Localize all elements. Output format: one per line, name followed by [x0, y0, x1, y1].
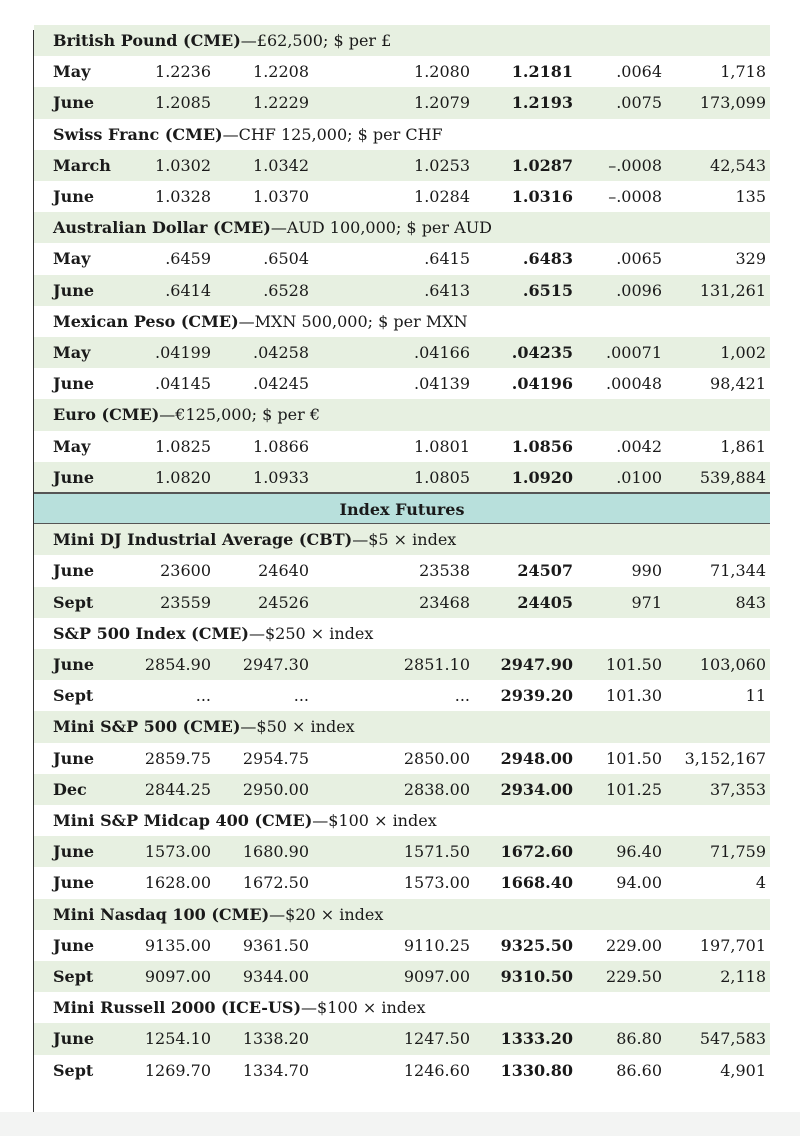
- high-price: 1672.50: [242, 873, 309, 893]
- contract-spec: —MXN 500,000; $ per MXN: [238, 311, 468, 331]
- open-interest: 197,701: [699, 935, 766, 955]
- contract-name: Mini Russell 2000 (ICE-US): [53, 998, 302, 1018]
- high-price: 24526: [258, 592, 309, 612]
- contract-spec: —£62,500; $ per £: [240, 31, 392, 50]
- data-row: [34, 368, 770, 399]
- low-price: 1.0284: [414, 187, 470, 206]
- high-price: 1.0370: [253, 187, 309, 206]
- settle-price: .04235: [511, 343, 573, 362]
- open-price: 1.2236: [155, 62, 211, 82]
- settle-price: 1.0316: [511, 187, 573, 206]
- open-price: .6414: [165, 280, 211, 300]
- open-interest: 329: [735, 249, 766, 269]
- contract-month: May: [53, 249, 91, 269]
- data-row: [34, 150, 770, 181]
- settle-price: 2934.00: [500, 779, 573, 799]
- low-price: .04139: [414, 374, 470, 394]
- open-interest: 4: [755, 873, 766, 893]
- data-row: [34, 181, 770, 212]
- open-interest: 547,583: [699, 1029, 766, 1049]
- price-change: 229.50: [606, 967, 662, 986]
- contract-month: June: [53, 467, 95, 487]
- price-change: .0042: [616, 436, 662, 456]
- open-interest: 37,353: [710, 779, 766, 799]
- high-price: 24640: [258, 561, 309, 581]
- contract-heading-row: [34, 25, 770, 56]
- contract-month: June: [53, 187, 95, 206]
- settle-price: 1.0920: [511, 467, 573, 487]
- contract-month: May: [53, 62, 91, 82]
- data-row: [34, 1055, 770, 1086]
- contract-name: Australian Dollar (CME): [53, 218, 271, 238]
- low-price: 1.2080: [414, 62, 470, 82]
- open-price: 1.0820: [155, 467, 211, 487]
- open-price: 1.0328: [155, 187, 211, 206]
- contract-month: Dec: [53, 779, 87, 799]
- contract-name: Swiss Franc (CME): [53, 124, 223, 144]
- contract-month: June: [53, 842, 95, 862]
- data-row: [34, 462, 770, 493]
- data-row: [34, 836, 770, 867]
- contract-month: Sept: [53, 592, 94, 612]
- open-price: 1.0825: [155, 436, 211, 456]
- data-row: [34, 680, 770, 711]
- contract-spec: —CHF 125,000; $ per CHF: [222, 124, 443, 144]
- low-price: 2851.10: [403, 655, 470, 674]
- price-change: .00048: [606, 374, 662, 394]
- data-row: [34, 555, 770, 586]
- contract-spec: —$100 × index: [312, 811, 437, 830]
- high-price: .6504: [263, 249, 309, 269]
- contract-name: S&P 500 Index (CME): [53, 623, 249, 643]
- data-row: [34, 961, 770, 992]
- open-price: 2844.25: [144, 779, 211, 799]
- low-price: 1247.50: [403, 1029, 470, 1049]
- contract-spec: —$250 × index: [248, 623, 374, 643]
- contract-month: June: [53, 1029, 95, 1049]
- contract-month: May: [53, 343, 91, 362]
- contract-heading-row: [34, 399, 770, 430]
- open-interest: 71,344: [710, 561, 766, 581]
- open-interest: 1,002: [720, 343, 766, 362]
- contract-heading-row: [34, 524, 770, 555]
- contract-heading: [53, 992, 425, 1023]
- data-row: [34, 431, 770, 462]
- contract-heading: [53, 399, 320, 430]
- settle-price: 1.2181: [511, 62, 573, 82]
- contract-month: June: [53, 873, 95, 893]
- low-price: 9097.00: [403, 967, 470, 986]
- settle-price: 1668.40: [500, 873, 573, 893]
- open-price: .6459: [165, 249, 211, 269]
- high-price: 9344.00: [242, 967, 309, 986]
- high-price: 2947.30: [242, 655, 309, 674]
- contract-name: Euro (CME): [53, 405, 160, 425]
- settle-price: 9310.50: [500, 967, 573, 986]
- low-price: 1573.00: [403, 873, 470, 893]
- low-price: 1.0253: [414, 155, 470, 175]
- price-change: 96.40: [616, 842, 662, 862]
- open-interest: 173,099: [699, 93, 766, 113]
- settle-price: 1.2193: [511, 93, 573, 113]
- price-change: 101.50: [606, 748, 662, 768]
- contract-heading: [53, 618, 373, 649]
- high-price: 1.2208: [253, 62, 309, 82]
- settle-price: 2939.20: [500, 686, 573, 706]
- contract-month: Sept: [53, 1060, 94, 1080]
- high-price: .04245: [253, 374, 309, 394]
- data-row: [34, 337, 770, 368]
- open-price: 1254.10: [144, 1029, 211, 1049]
- data-row: [34, 1023, 770, 1054]
- data-row: [34, 56, 770, 87]
- contract-heading: [53, 306, 468, 337]
- contract-heading: [53, 711, 355, 742]
- settle-price: 1672.60: [500, 842, 573, 862]
- settle-price: 1330.80: [500, 1060, 573, 1080]
- open-price: 9135.00: [144, 935, 211, 955]
- high-price: 2954.75: [242, 748, 309, 768]
- price-change: 101.30: [606, 686, 662, 706]
- open-interest: 131,261: [699, 280, 766, 300]
- low-price: 1571.50: [403, 842, 470, 862]
- open-interest: 539,884: [699, 467, 766, 487]
- settle-price: 1333.20: [500, 1029, 573, 1049]
- bottom-strip: [0, 1112, 800, 1136]
- contract-name: Mini S&P 500 (CME): [53, 717, 241, 737]
- settle-price: 2947.90: [500, 655, 573, 674]
- contract-heading: [53, 212, 492, 243]
- contract-name: British Pound (CME): [53, 31, 241, 50]
- open-price: 1269.70: [144, 1060, 211, 1080]
- low-price: 1.2079: [414, 93, 470, 113]
- contract-spec: —€125,000; $ per €: [159, 405, 320, 425]
- price-change: 94.00: [616, 873, 662, 893]
- data-row: [34, 275, 770, 306]
- price-change: .0075: [616, 93, 662, 113]
- settle-price: 24507: [517, 561, 573, 581]
- price-change: 86.80: [616, 1029, 662, 1049]
- contract-spec: —$50 × index: [240, 717, 355, 737]
- price-change: –.0008: [608, 187, 662, 206]
- high-price: ...: [293, 686, 309, 706]
- settle-price: 1.0856: [511, 436, 573, 456]
- contract-spec: —$20 × index: [269, 904, 384, 924]
- contract-heading: [53, 25, 391, 56]
- price-change: .0065: [616, 249, 662, 269]
- section-title: Index Futures: [339, 500, 465, 519]
- high-price: 1680.90: [242, 842, 309, 862]
- contract-month: Sept: [53, 686, 94, 706]
- price-change: .0100: [616, 467, 662, 487]
- low-price: ...: [454, 686, 470, 706]
- price-change: –.0008: [608, 155, 662, 175]
- open-interest: 42,543: [710, 155, 766, 175]
- open-price: 23559: [160, 592, 211, 612]
- contract-heading-row: [34, 306, 770, 337]
- open-price: 1.0302: [155, 155, 211, 175]
- settle-price: .6483: [522, 249, 573, 269]
- high-price: 1.0342: [253, 155, 309, 175]
- contract-heading: [53, 899, 383, 930]
- price-change: 971: [631, 592, 662, 612]
- low-price: 9110.25: [403, 935, 470, 955]
- data-row: [34, 774, 770, 805]
- high-price: 1334.70: [242, 1060, 309, 1080]
- contract-heading-row: [34, 119, 770, 150]
- contract-month: March: [53, 155, 111, 175]
- high-price: 1338.20: [242, 1029, 309, 1049]
- price-change: 990: [631, 561, 662, 581]
- low-price: 1246.60: [403, 1060, 470, 1080]
- low-price: .04166: [414, 343, 470, 362]
- data-row: [34, 587, 770, 618]
- low-price: 23538: [419, 561, 470, 581]
- open-price: 1628.00: [144, 873, 211, 893]
- open-price: 2854.90: [144, 655, 211, 674]
- open-price: 23600: [160, 561, 211, 581]
- high-price: 1.0866: [253, 436, 309, 456]
- low-price: 2850.00: [403, 748, 470, 768]
- section-header-row: [34, 493, 770, 524]
- open-interest: 1,861: [720, 436, 766, 456]
- open-price: 2859.75: [144, 748, 211, 768]
- price-change: .0064: [616, 62, 662, 82]
- open-interest: 4,901: [720, 1060, 766, 1080]
- settle-price: 24405: [517, 592, 573, 612]
- open-interest: 71,759: [710, 842, 766, 862]
- high-price: 1.0933: [253, 467, 309, 487]
- open-interest: 98,421: [710, 374, 766, 394]
- contract-heading-row: [34, 618, 770, 649]
- price-change: 101.50: [606, 655, 662, 674]
- high-price: .04258: [253, 343, 309, 362]
- data-row: [34, 649, 770, 680]
- low-price: 1.0801: [414, 436, 470, 456]
- contract-spec: —$5 × index: [352, 530, 457, 550]
- price-change: 101.25: [606, 779, 662, 799]
- data-row: [34, 743, 770, 774]
- contract-heading-row: [34, 899, 770, 930]
- contract-month: June: [53, 561, 95, 581]
- low-price: 2838.00: [403, 779, 470, 799]
- contract-month: June: [53, 374, 95, 394]
- open-interest: 2,118: [720, 967, 766, 986]
- contract-month: Sept: [53, 967, 94, 986]
- open-interest: 135: [735, 187, 766, 206]
- contract-name: Mini Nasdaq 100 (CME): [53, 904, 270, 924]
- low-price: .6413: [424, 280, 470, 300]
- data-row: [34, 243, 770, 274]
- contract-heading-row: [34, 212, 770, 243]
- open-price: ...: [195, 686, 211, 706]
- contract-heading: [53, 119, 443, 150]
- contract-heading-row: [34, 805, 770, 836]
- open-price: .04199: [155, 343, 211, 362]
- open-interest: 3,152,167: [684, 748, 766, 768]
- contract-spec: —$100 × index: [301, 998, 426, 1018]
- contract-spec: —AUD 100,000; $ per AUD: [270, 218, 492, 238]
- open-interest: 1,718: [720, 62, 766, 82]
- price-change: .0096: [616, 280, 662, 300]
- contract-heading: [53, 805, 437, 836]
- price-change: 86.60: [616, 1060, 662, 1080]
- price-change: 229.00: [606, 935, 662, 955]
- open-interest: 11: [745, 686, 766, 706]
- open-price: 9097.00: [144, 967, 211, 986]
- open-price: 1573.00: [144, 842, 211, 862]
- data-row: [34, 87, 770, 118]
- data-row: [34, 867, 770, 898]
- contract-name: Mexican Peso (CME): [53, 311, 239, 331]
- high-price: 2950.00: [242, 779, 309, 799]
- data-row: [34, 930, 770, 961]
- contract-month: June: [53, 280, 95, 300]
- settle-price: 2948.00: [500, 748, 573, 768]
- contract-month: June: [53, 935, 95, 955]
- contract-heading-row: [34, 992, 770, 1023]
- open-interest: 843: [735, 592, 766, 612]
- high-price: 9361.50: [242, 935, 309, 955]
- contract-heading-row: [34, 711, 770, 742]
- contract-heading: [53, 524, 456, 555]
- contract-month: June: [53, 93, 95, 113]
- low-price: .6415: [424, 249, 470, 269]
- settle-price: .04196: [511, 374, 573, 394]
- open-price: .04145: [155, 374, 211, 394]
- high-price: 1.2229: [253, 93, 309, 113]
- settle-price: 1.0287: [511, 155, 573, 175]
- settle-price: .6515: [522, 280, 573, 300]
- contract-month: June: [53, 748, 95, 768]
- low-price: 1.0805: [414, 467, 470, 487]
- contract-month: June: [53, 655, 95, 674]
- open-interest: 103,060: [699, 655, 766, 674]
- contract-name: Mini S&P Midcap 400 (CME): [53, 811, 313, 830]
- contract-name: Mini DJ Industrial Average (CBT): [53, 530, 353, 550]
- price-change: .00071: [606, 343, 662, 362]
- high-price: .6528: [263, 280, 309, 300]
- open-price: 1.2085: [155, 93, 211, 113]
- low-price: 23468: [419, 592, 470, 612]
- settle-price: 9325.50: [500, 935, 573, 955]
- contract-month: May: [53, 436, 91, 456]
